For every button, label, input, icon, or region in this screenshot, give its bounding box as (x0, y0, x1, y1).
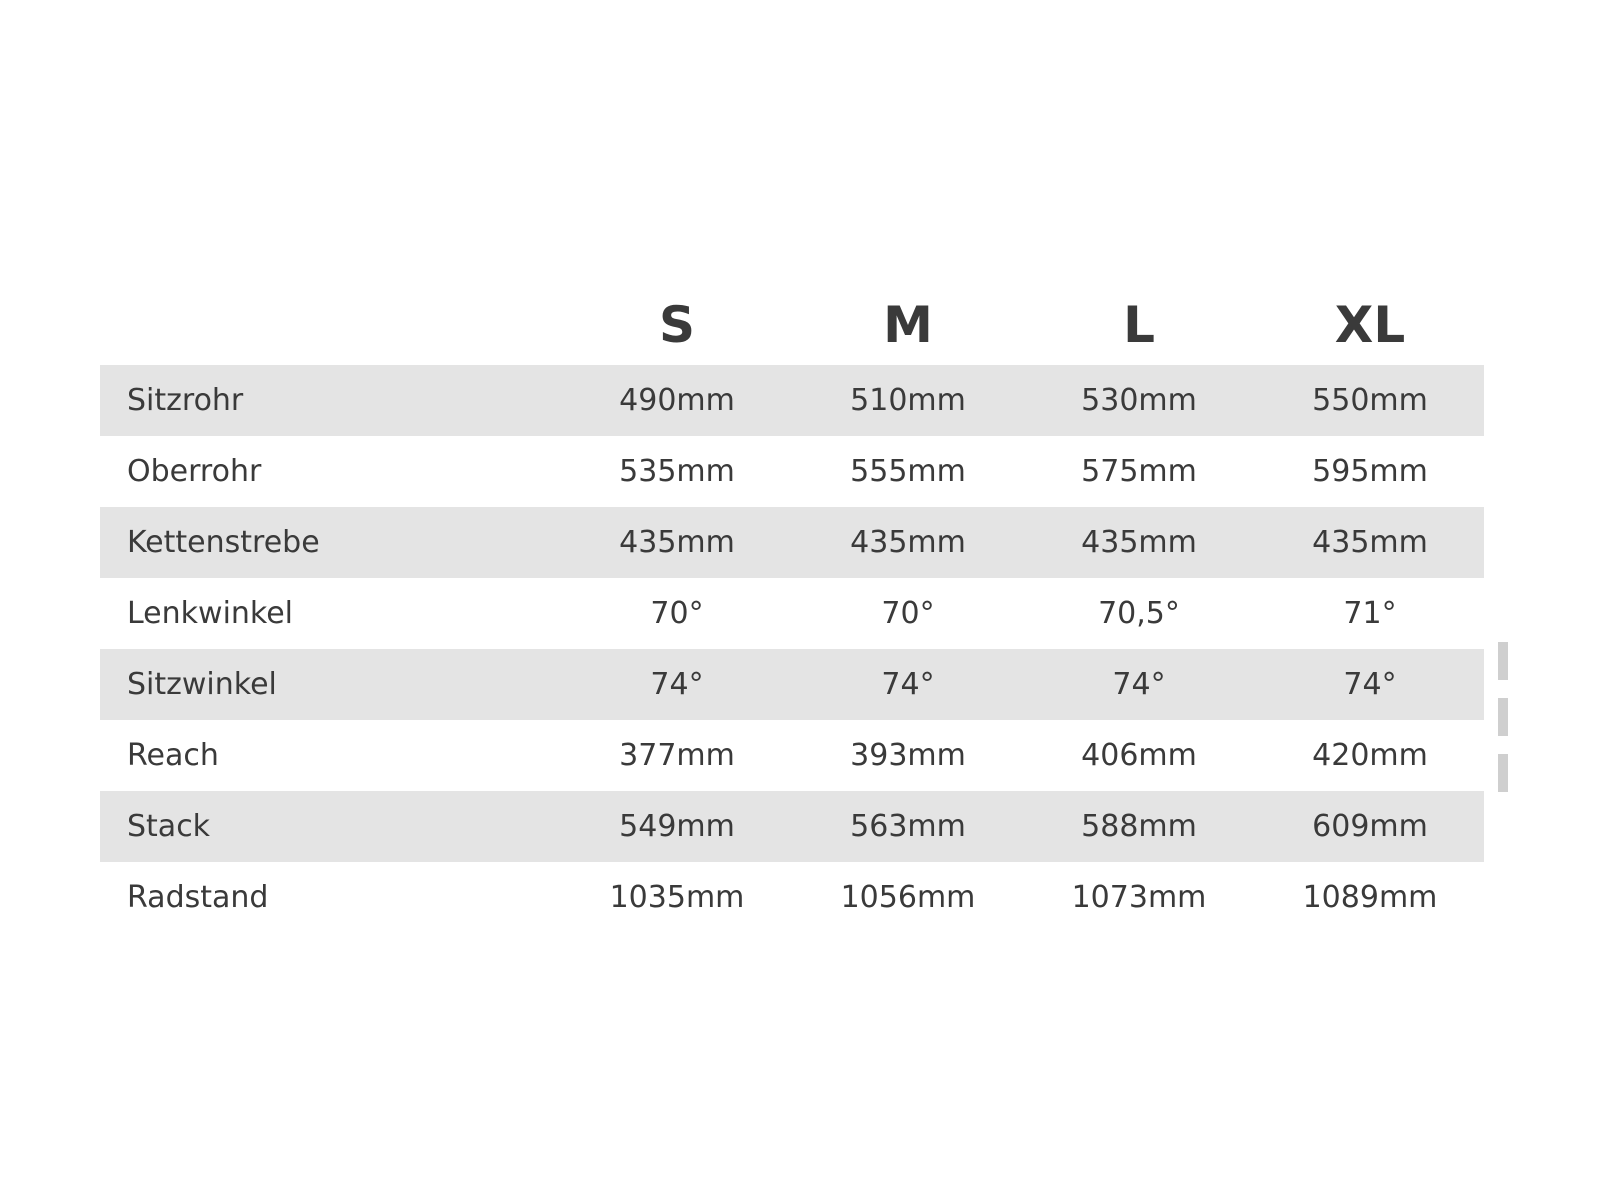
edge-marks (1498, 642, 1510, 810)
table-cell: 550mm (1312, 383, 1428, 418)
table-cell: 406mm (1081, 738, 1197, 773)
table-cell: 70° (881, 596, 935, 631)
table-cell: 595mm (1312, 454, 1428, 489)
row-label: Sitzrohr (127, 383, 244, 418)
table-cell: 435mm (619, 525, 735, 560)
table-cell: 74° (1112, 667, 1166, 702)
table-cell: 435mm (1081, 525, 1197, 560)
table-cell: 377mm (619, 738, 735, 773)
table-row (100, 649, 1484, 720)
table-row (100, 791, 1484, 862)
table-cell: 530mm (1081, 383, 1197, 418)
table-cell: 1089mm (1302, 880, 1438, 915)
table-cell: 70,5° (1098, 596, 1180, 631)
table-cell: 555mm (850, 454, 966, 489)
edge-mark (1498, 698, 1508, 736)
table-cell: 435mm (1312, 525, 1428, 560)
edge-mark (1498, 642, 1508, 680)
table-cell: 74° (1343, 667, 1397, 702)
table-cell: 71° (1343, 596, 1397, 631)
table-row (100, 507, 1484, 578)
table-row (100, 578, 1484, 649)
row-label: Stack (127, 809, 211, 844)
table-cell: 1073mm (1071, 880, 1207, 915)
row-label: Sitzwinkel (127, 667, 277, 702)
size-label-s: S (658, 296, 695, 354)
table-row (100, 365, 1484, 436)
size-label-xl: XL (1334, 296, 1406, 354)
row-label: Radstand (127, 880, 269, 915)
table-cell: 609mm (1312, 809, 1428, 844)
edge-mark (1498, 754, 1508, 792)
table-cell: 535mm (619, 454, 735, 489)
table-cell: 393mm (850, 738, 966, 773)
table-row (100, 436, 1484, 507)
table-cell: 490mm (619, 383, 735, 418)
size-label-l: L (1123, 296, 1155, 354)
row-label: Reach (127, 738, 219, 773)
table-cell: 1056mm (840, 880, 976, 915)
table-cell: 588mm (1081, 809, 1197, 844)
table-cell: 74° (650, 667, 704, 702)
table-cell: 1035mm (609, 880, 745, 915)
row-label: Lenkwinkel (127, 596, 294, 631)
table-cell: 435mm (850, 525, 966, 560)
table-row (100, 720, 1484, 791)
row-label: Kettenstrebe (127, 525, 320, 560)
table-cell: 74° (881, 667, 935, 702)
table-cell: 563mm (850, 809, 966, 844)
size-label-m: M (883, 296, 933, 354)
table-cell: 420mm (1312, 738, 1428, 773)
geometry-table (100, 285, 1484, 933)
table-cell: 575mm (1081, 454, 1197, 489)
table-row (100, 862, 1484, 933)
table-cell: 70° (650, 596, 704, 631)
table-cell: 549mm (619, 809, 735, 844)
size-header-row (100, 285, 1484, 365)
table-cell: 510mm (850, 383, 966, 418)
row-label: Oberrohr (127, 454, 262, 489)
